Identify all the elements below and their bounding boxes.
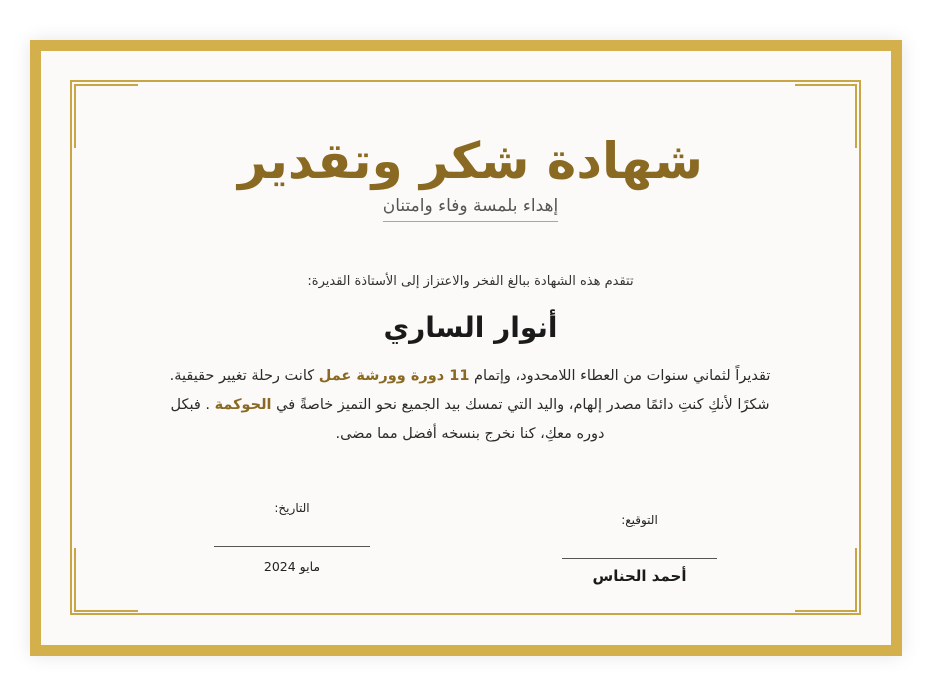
- date-line: [214, 546, 370, 547]
- signature-name: أحمد الحناس: [592, 567, 687, 585]
- corner-ornament-top-right: [795, 84, 857, 86]
- appreciation-paragraph: [160, 362, 780, 449]
- certificate-subtitle: إهداء بلمسة وفاء وامتنان: [383, 194, 558, 222]
- certificate-title: شهادة شكر وتقدير: [238, 132, 703, 190]
- date-label: التاريخ:: [274, 501, 310, 515]
- body-text-part-3: . فبكل دوره معكِ، كنا نخرج بنسخه أفضل مما مضى.: [170, 397, 605, 442]
- corner-ornament-bottom-right: [855, 548, 857, 612]
- subtitle-container: [0, 194, 941, 222]
- intro-text: تتقدم هذه الشهادة ببالغ الفخر والاعتزاز إلى الأستاذة القديرة:: [307, 274, 634, 289]
- corner-ornament-bottom-left: [74, 548, 76, 612]
- body-text-part-1: تقديراً لثماني سنوات من العطاء اللامحدود، وإتمام: [469, 368, 771, 384]
- body-highlight-courses: 11 دورة وورشة عمل: [318, 368, 470, 384]
- date-value: مايو 2024: [263, 559, 321, 574]
- recipient-name: أنوار الساري: [383, 311, 558, 344]
- corner-ornament-bottom-left: [74, 610, 138, 612]
- body-text-part-2: كانت رحلة تغيير حقيقية. شكرًا لأنكِ كنتِ دائمًا مصدر إلهام، واليد التي تمسك بيد الجميع نحو التميز خاصةً في: [169, 368, 770, 413]
- corner-ornament-bottom-right: [795, 610, 857, 612]
- signature-label: التوقيع:: [621, 513, 658, 527]
- corner-ornament-top-left: [74, 84, 138, 86]
- body-highlight-governance: الحوكمة: [214, 397, 272, 413]
- signature-line: [562, 558, 717, 559]
